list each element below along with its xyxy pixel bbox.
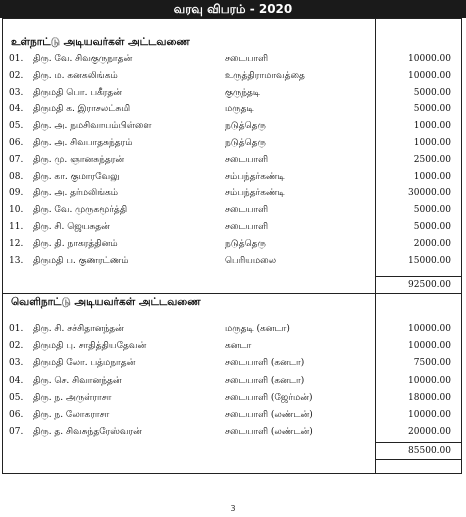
section-divider [3,293,461,294]
donation-amount: 5000.00 [413,104,451,115]
local-table-row [3,219,461,235]
local-table-row [3,202,461,218]
devotee-place: சடையாளி [225,54,269,64]
row-number: 02. [9,70,24,81]
devotee-name: திரு. மு. ஞானசுந்தரன் [33,154,125,165]
local-table-row [3,236,461,252]
devotee-name: திரு. வே. முருகமூர்த்தி [33,205,128,216]
donation-amount: 7500.00 [413,358,451,369]
donation-amount: 2000.00 [413,238,451,249]
row-number: 09. [9,188,24,199]
devotee-name: திரு. செ. சிவானந்தன் [33,375,122,386]
devotee-name: திரு. ம. கனகலிங்கம் [33,70,118,81]
devotee-place: சடையாளி (கனடா) [225,375,305,386]
devotee-place: சடையாளி (கனடா) [225,358,305,369]
devotee-name: திரு. வே. சிவகுருநாதன் [33,54,133,64]
local-table-row [3,185,461,201]
row-number: 01. [9,324,24,334]
donation-amount: 10000.00 [408,324,451,334]
devotee-name: திரு. சி. ஜெயசுதன் [33,222,110,232]
devotee-place: சம்பந்தர்கண்டி [225,171,285,182]
donation-amount: 10000.00 [408,54,451,64]
foreign-table-row [3,355,461,371]
foreign-total-value: 85500.00 [408,446,451,456]
devotee-place: மருதடி [225,104,254,115]
devotee-name: திருமதி பு. சாதித்தியதேவன் [33,341,147,352]
devotee-name: திரு. ந. லோகராசா [33,410,110,420]
donation-amount: 10000.00 [408,70,451,81]
devotee-place: குருந்தடி [225,87,261,98]
devotee-place: சடையாளி [225,154,269,165]
row-number: 02. [9,341,24,352]
foreign-table-row [3,338,461,354]
donation-amount: 2500.00 [413,154,451,165]
row-number: 01. [9,54,24,64]
local-table-row [3,169,461,185]
row-number: 07. [9,427,24,438]
foreign-table-row [3,424,461,440]
local-table-row [3,51,461,67]
row-number: 08. [9,171,24,182]
devotee-place: நடுத்தெரு [225,238,266,249]
row-number: 05. [9,392,24,403]
devotee-place: சடையாளி [225,222,269,232]
foreign-devotees-heading: வெளிநாட்டு அடியவர்கள் அட்டவணை [11,296,201,308]
row-number: 04. [9,375,24,386]
donation-amount: 20000.00 [408,427,451,438]
devotee-place: சடையாளி [225,205,269,216]
devotee-place: சடையாளி (லண்டன்) [225,410,313,420]
local-table-row [3,85,461,101]
local-table-row [3,101,461,117]
row-number: 12. [9,238,24,249]
donation-amount: 1000.00 [413,138,451,148]
row-number: 10. [9,205,24,216]
donation-amount: 30000.00 [408,188,451,199]
devotee-place: கனடா [225,341,252,352]
devotee-name: திருமதி பொ. பகீரதன் [33,87,123,98]
page-number: 3 [230,504,236,513]
receipts-table [2,18,462,474]
foreign-table-row [3,373,461,389]
foreign-table-row [3,321,461,337]
devotee-place: சடையாளி (லண்டன்) [225,427,313,438]
devotee-place: மருதடி (கனடா) [225,324,290,334]
foreign-table-row [3,390,461,406]
donation-amount: 15000.00 [408,255,451,266]
row-number: 13. [9,255,24,266]
devotee-place: நடுத்தெரு [225,138,266,148]
devotee-place: உருத்திராமாவத்தை [225,70,305,81]
row-number: 04. [9,104,24,115]
local-total [375,276,461,294]
donation-amount: 1000.00 [413,121,451,132]
donation-amount: 10000.00 [408,410,451,420]
row-number: 11. [9,222,24,232]
row-number: 03. [9,87,24,98]
local-devotees-heading: உள்நாட்டு அடியவர்கள் அட்டவணை [11,36,190,48]
foreign-table-row [3,407,461,423]
donation-amount: 18000.00 [408,392,451,403]
local-table-row [3,152,461,168]
row-number: 03. [9,358,24,369]
devotee-name: திருமதி லோ. பத்மநாதன் [33,358,136,369]
devotee-name: திரு. சி. சச்சிதானந்தன் [33,324,124,334]
devotee-name: திரு. தி. நாகரத்தினம் [33,238,118,249]
local-table-row [3,68,461,84]
devotee-place: நடுத்தெரு [225,121,266,132]
donation-amount: 5000.00 [413,205,451,216]
devotee-name: திரு. கா. குமாரவேலு [33,171,120,182]
devotee-name: திருமதி ப. குணரட்ணம் [33,255,129,266]
devotee-name: திரு. அ. தர்மலிங்கம் [33,188,119,199]
devotee-place: சடையாளி (ஜேர்மன்) [225,392,313,403]
local-table-row [3,135,461,151]
devotee-name: திரு. அ. நமசிவாயம்பிள்ளை [33,121,152,132]
donation-amount: 1000.00 [413,171,451,182]
donation-amount: 5000.00 [413,87,451,98]
donation-amount: 10000.00 [408,375,451,386]
row-number: 05. [9,121,24,132]
local-table-row [3,118,461,134]
devotee-place: சம்பந்தர்கண்டி [225,188,285,199]
donation-amount: 10000.00 [408,341,451,352]
devotee-name: திரு. த. சிவசுந்தரேஸ்வரன் [33,427,142,438]
row-number: 06. [9,138,24,148]
devotee-name: திருமதி க. இராசலட்சுமி [33,104,131,115]
devotee-place: பெரியமலை [225,255,277,266]
row-number: 06. [9,410,24,420]
page-title: வரவு விபரம் - 2020 [0,0,466,18]
local-total-value: 92500.00 [408,280,451,290]
donation-amount: 5000.00 [413,222,451,232]
devotee-name: திரு. ந. அருள்ராசா [33,392,112,403]
foreign-total [375,442,461,460]
local-table-row [3,253,461,269]
devotee-name: திரு. அ. சிவபாதசுந்தரம் [33,138,133,148]
row-number: 07. [9,154,24,165]
